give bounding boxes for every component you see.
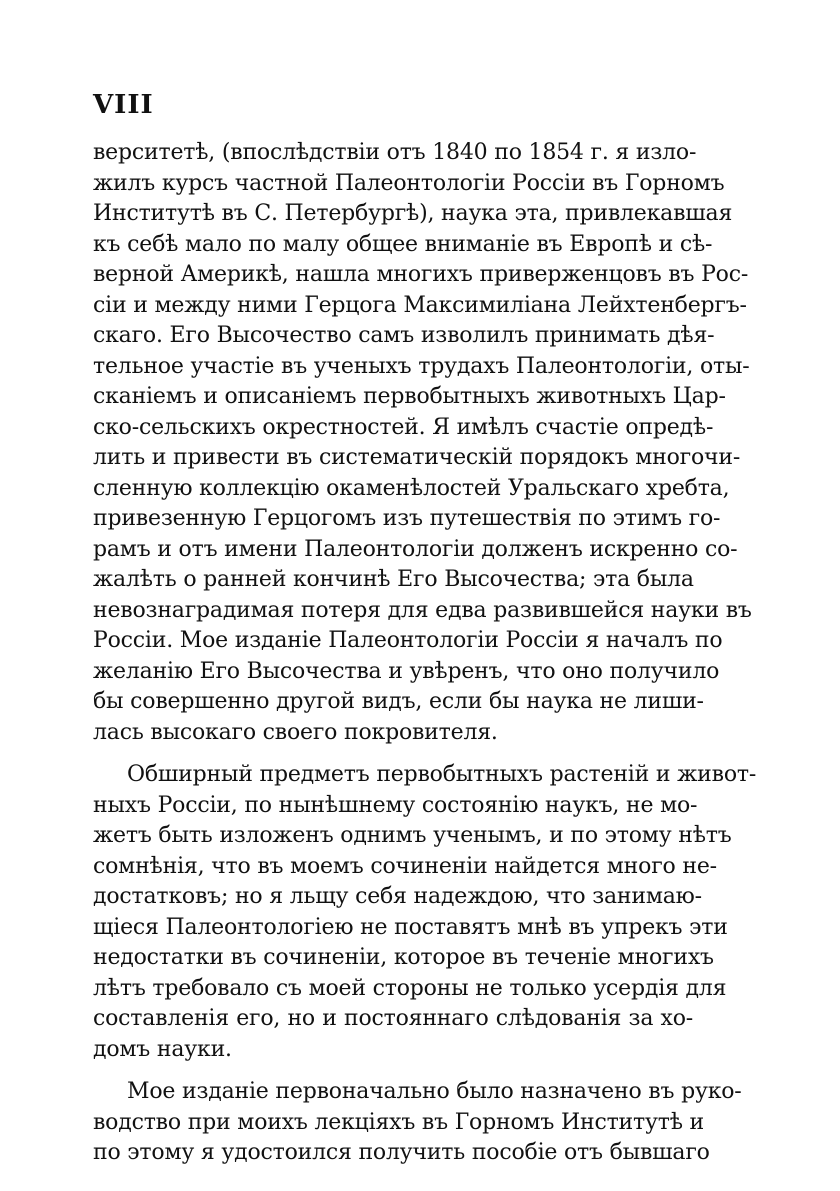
text-line: привезенную Герцогомъ изъ путешествія по этимъ го- <box>93 506 721 531</box>
text-line: жетъ быть изложенъ однимъ ученымъ, и по этому нѣтъ <box>93 823 732 848</box>
text-line: сіи и между ними Герцога Максимиліана Лейхтенбергъ- <box>93 292 747 318</box>
text-line: лить и привести въ систематическій порядокъ многочи- <box>93 445 741 470</box>
text-line: ско-сельскихъ окрестностей. Я имѣлъ счастіе опредѣ- <box>93 414 714 440</box>
text-line: къ себѣ мало по малу общее вниманіе въ Европѣ и сѣ- <box>93 231 713 257</box>
text-line: домъ науки. <box>93 1036 232 1062</box>
paragraph-1 <box>93 138 752 748</box>
text-line: водство при моихъ лекціяхъ въ Горномъ Институтѣ и <box>93 1109 705 1135</box>
text-line: недостатки въ сочиненіи, которое въ теченіе многихъ <box>93 945 714 970</box>
text-line: достатковъ; но я льщу себя надеждою, что занимаю- <box>93 884 702 909</box>
text-line: сканіемъ и описаніемъ первобытныхъ животныхъ Цар- <box>93 384 726 409</box>
text-line: Россіи. Мое изданіе Палеонтологіи Россіи я началъ по <box>93 628 723 653</box>
text-line: желанію Его Высочества и увѣренъ, что оно получило <box>93 658 720 684</box>
paragraph-3 <box>93 1077 742 1169</box>
text-line: сомнѣнія, что въ моемъ сочиненіи найдется много не- <box>93 853 717 879</box>
text-line: составленія его, но и постояннаго слѣдованія за хо- <box>93 1006 693 1031</box>
text-line: верситетѣ, (впослѣдствіи отъ 1840 по 1854 г. я изло- <box>93 140 697 165</box>
paragraph-2 <box>93 760 757 1065</box>
text-line: Институтѣ въ С. Петербургѣ), наука эта, привлекавшая <box>93 201 733 226</box>
text-line: верной Америкѣ, нашла многихъ приверженцовъ въ Рос- <box>93 262 749 287</box>
text-line: скаго. Его Высочество самъ изволилъ принимать дѣя- <box>93 323 715 348</box>
page-number: VIII <box>93 90 154 120</box>
text-line: лѣтъ требовало съ моей стороны не только усердія для <box>93 975 727 1001</box>
text-line: бы совершенно другой видъ, если бы наука не лиши- <box>93 689 704 714</box>
text-line: по этому я удостоился получить пособіе отъ бывшаго <box>93 1140 710 1165</box>
text-line: щіеся Палеонтологіею не поставятъ мнѣ въ упрекъ эти <box>93 914 728 940</box>
text-line: ныхъ Россіи, по нынѣшнему состоянію наукъ, не мо- <box>93 792 698 818</box>
text-line: лась высокаго своего покровителя. <box>93 719 498 745</box>
text-line: Мое изданіе первоначально было назначено въ руко- <box>127 1079 742 1104</box>
text-line: жалѣть о ранней кончинѣ Его Высочества; эта была <box>93 567 694 592</box>
text-line: Обширный предметъ первобытныхъ растеній и живот- <box>127 762 757 787</box>
text-line: сленную коллекцію окаменѣлостей Уральскаго хребта, <box>93 475 730 501</box>
text-line: тельное участіе въ ученыхъ трудахъ Палеонтологіи, оты- <box>93 353 750 379</box>
text-line: жилъ курсъ частной Палеонтологіи Россіи въ Горномъ <box>93 170 725 196</box>
body-text <box>93 138 757 1169</box>
text-line: рамъ и отъ имени Палеонтологіи долженъ искренно со- <box>93 536 738 562</box>
text-line: невознаградимая потеря для едва развившейся науки въ <box>93 597 752 623</box>
